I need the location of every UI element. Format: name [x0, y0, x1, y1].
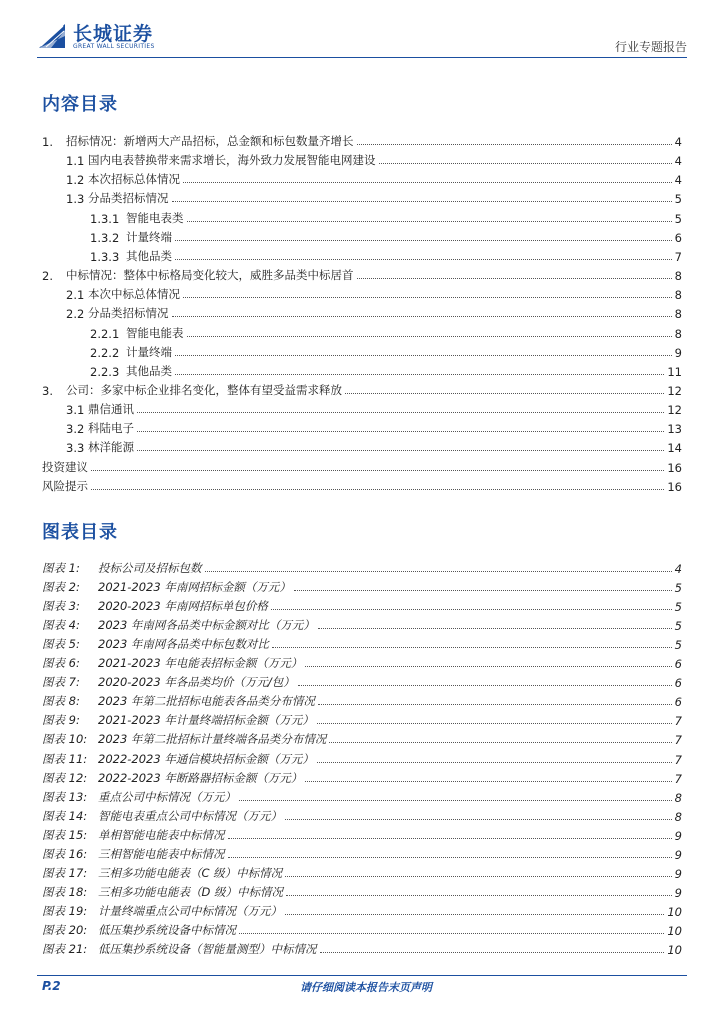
toc-entry-number: 2.2 [66, 307, 85, 322]
figure-entry-number: 图表 5: [42, 637, 80, 652]
figure-entry-number: 图表 14: [42, 808, 88, 823]
figure-entry-title: 低压集抄系统设备（智能量测型）中标情况 [98, 942, 317, 956]
figure-entry-title: 2020-2023 年各品类均价（万元/包） [98, 675, 295, 690]
figure-entry-title: 三相多功能电能表（C 级）中标情况 [98, 865, 283, 880]
dot-leader [305, 780, 671, 782]
toc-entry-page: 4 [674, 154, 682, 169]
footer-divider [37, 975, 687, 976]
figure-entry[interactable] [42, 920, 682, 938]
toc-entry-title: 其他品类 [126, 248, 172, 263]
dot-leader [317, 722, 672, 724]
toc-entry[interactable] [42, 188, 682, 206]
figure-entry-number: 图表 9: [42, 713, 80, 728]
dot-leader [228, 837, 672, 839]
figure-entry-number: 图表 2: [42, 580, 80, 595]
dot-leader [305, 665, 671, 667]
figure-entry-title: 2023 年第二批招标电能表各品类分布情况 [98, 694, 315, 709]
dot-leader [272, 646, 672, 648]
dot-leader [137, 449, 664, 451]
toc-entry-page: 12 [667, 403, 682, 418]
figure-entry-number: 图表 12: [42, 770, 88, 785]
toc-entry-page: 8 [674, 288, 682, 303]
toc-entry-title: 投资建议 [42, 459, 88, 474]
toc-entry-page: 14 [667, 441, 682, 456]
toc-entry[interactable] [42, 457, 682, 475]
dot-leader [91, 469, 664, 471]
dot-leader [239, 799, 672, 801]
toc-entry-title: 公司：多家中标企业排名变化，整体有望受益需求释放 [66, 382, 342, 397]
dot-leader [239, 932, 664, 934]
figure-entry[interactable] [42, 825, 682, 843]
dot-leader [91, 488, 664, 490]
figure-entry-number: 图表 11: [42, 751, 88, 766]
toc-entry-number: 3. [42, 383, 53, 398]
toc-entry[interactable] [42, 131, 682, 149]
toc-entry-title: 计量终端 [126, 344, 172, 359]
toc-entry-number: 1.3.2 [90, 230, 120, 245]
dot-leader [285, 913, 664, 915]
figure-entry-page: 9 [674, 847, 682, 862]
toc-entry-number: 1.3.1 [90, 211, 120, 226]
figure-entry-page: 8 [674, 790, 682, 805]
toc-entry[interactable] [42, 265, 682, 283]
figure-entry-page: 7 [674, 714, 682, 729]
figure-entry[interactable] [42, 634, 682, 652]
toc-entry-number: 3.3 [66, 441, 85, 456]
figure-entry-number: 图表 10: [42, 732, 88, 747]
dot-leader [345, 392, 664, 394]
figure-entry-page: 9 [674, 866, 682, 881]
toc-title: 内容目录 [42, 94, 118, 115]
figure-entry[interactable] [42, 768, 682, 786]
figure-entry-page: 8 [674, 809, 682, 824]
toc-entry-page: 12 [667, 383, 682, 398]
dot-leader [175, 258, 672, 260]
figure-entry[interactable] [42, 672, 682, 690]
toc-entry-title: 招标情况：新增两大产品招标，总金额和标包数量齐增长 [66, 134, 354, 148]
toc-entry[interactable] [42, 246, 682, 264]
dot-leader [175, 354, 672, 356]
dot-leader [379, 162, 672, 164]
dot-leader [286, 894, 672, 896]
toc-entry-page: 16 [667, 479, 682, 494]
toc-entry[interactable] [42, 437, 682, 455]
dot-leader [318, 703, 672, 705]
figure-entry-number: 图表 21: [42, 942, 88, 956]
figure-entry-page: 4 [674, 562, 682, 576]
figure-entry[interactable] [42, 729, 682, 747]
figure-entry-title: 2020-2023 年南网招标单包价格 [98, 599, 268, 614]
dot-leader [294, 589, 672, 591]
figure-entry-page: 5 [674, 619, 682, 634]
figure-entry[interactable] [42, 615, 682, 633]
figure-entry-page: 7 [674, 771, 682, 786]
dot-leader [285, 818, 672, 820]
toc-entry-title: 智能电能表 [126, 325, 184, 340]
dot-leader [285, 875, 671, 877]
toc-entry-page: 5 [674, 211, 682, 226]
page-header [37, 18, 687, 54]
figure-entry-number: 图表 3: [42, 599, 80, 614]
figure-entry-title: 2021-2023 年电能表招标金额（万元） [98, 656, 303, 671]
toc-entry-page: 13 [667, 422, 682, 437]
toc-entry-number: 2.2.2 [90, 345, 120, 360]
toc-entry-page: 9 [674, 345, 682, 360]
figure-entry[interactable] [42, 806, 682, 824]
figure-entry[interactable] [42, 787, 682, 805]
toc-entry-title: 智能电表类 [126, 210, 184, 225]
dot-leader [137, 411, 664, 413]
dot-leader [317, 761, 672, 763]
dot-leader [183, 181, 672, 183]
toc-entry[interactable] [42, 418, 682, 436]
toc-entry-page: 7 [674, 249, 682, 264]
dot-leader [271, 608, 672, 610]
dot-leader [298, 684, 672, 686]
header-divider [37, 57, 687, 58]
toc-entry-title: 科陆电子 [88, 421, 134, 436]
figure-entry-title: 计量终端重点公司中标情况（万元） [98, 903, 282, 918]
figure-entry-number: 图表 4: [42, 618, 80, 633]
figure-entry-number: 图表 6: [42, 656, 80, 671]
figure-entry[interactable] [42, 863, 682, 881]
figure-entry-page: 5 [674, 600, 682, 615]
figure-entry-title: 智能电表重点公司中标情况（万元） [98, 808, 282, 823]
toc-entry-number: 1.1 [66, 154, 85, 169]
dot-leader [228, 856, 672, 858]
toc-entry-title: 风险提示 [42, 478, 88, 493]
toc-entry[interactable] [42, 303, 682, 321]
figure-entry-title: 单相智能电能表中标情况 [98, 827, 225, 842]
toc-entry-title: 中标情况：整体中标格局变化较大，威胜多品类中标居首 [66, 268, 354, 283]
toc-entry-page: 4 [674, 135, 682, 149]
figure-entry-title: 低压集抄系统设备中标情况 [98, 922, 236, 937]
figure-entry-number: 图表 13: [42, 789, 88, 804]
figures-title: 图表目录 [42, 522, 118, 543]
figure-entry-number: 图表 16: [42, 846, 88, 861]
dot-leader [187, 220, 672, 222]
figure-entry-page: 6 [674, 695, 682, 710]
dot-leader [187, 335, 672, 337]
toc-entry-page: 5 [674, 192, 682, 207]
toc-entry-title: 计量终端 [126, 229, 172, 244]
figure-entry-title: 2022-2023 年通信模块招标金额（万元） [98, 751, 314, 766]
toc-entry-number: 1. [42, 135, 53, 149]
figure-entry-page: 9 [674, 828, 682, 843]
toc-entry-page: 8 [674, 326, 682, 341]
toc-entry-number: 3.1 [66, 403, 85, 418]
figure-entry-number: 图表 15: [42, 827, 88, 842]
figure-entry-number: 图表 19: [42, 903, 88, 918]
figure-entry-title: 三相智能电能表中标情况 [98, 846, 225, 861]
figure-entry-title: 2021-2023 年计量终端招标金额（万元） [98, 713, 314, 728]
toc-entry[interactable] [42, 208, 682, 226]
toc-entry[interactable] [42, 380, 682, 398]
figure-entry-title: 2021-2023 年南网招标金额（万元） [98, 580, 291, 595]
toc-entry[interactable] [42, 169, 682, 187]
figure-entry-page: 6 [674, 676, 682, 691]
figure-entry-number: 图表 17: [42, 865, 88, 880]
dot-leader [205, 570, 672, 572]
toc-entry-number: 2. [42, 269, 53, 284]
figure-entry[interactable] [42, 939, 682, 957]
toc-entry[interactable] [42, 150, 682, 168]
dot-leader [175, 373, 664, 375]
figure-entry-title: 2023 年南网各品类中标金额对比（万元） [98, 618, 315, 633]
toc-entry-title: 分品类招标情况 [88, 306, 169, 321]
figure-entry-page: 7 [674, 752, 682, 767]
dot-leader [183, 296, 672, 298]
figure-entry[interactable] [42, 749, 682, 767]
toc-entry-title: 其他品类 [126, 363, 172, 378]
figure-entry[interactable] [42, 577, 682, 595]
figure-entry[interactable] [42, 558, 682, 576]
toc-entry[interactable] [42, 361, 682, 379]
great-wall-logo-icon [37, 20, 67, 50]
toc-entry-title: 鼎信通讯 [88, 402, 134, 417]
dot-leader [329, 741, 671, 743]
figure-entry-page: 5 [674, 638, 682, 653]
toc-entry-title: 分品类招标情况 [88, 191, 169, 206]
toc-entry-title: 本次中标总体情况 [88, 287, 180, 302]
figure-entry-page: 10 [667, 943, 682, 957]
dot-leader [172, 200, 672, 202]
figure-entry[interactable] [42, 710, 682, 728]
toc-entry[interactable] [42, 476, 682, 494]
figure-entry-title: 2023 年南网各品类中标包数对比 [98, 637, 269, 652]
dot-leader [318, 627, 672, 629]
dot-leader [320, 951, 665, 953]
figure-entry[interactable] [42, 596, 682, 614]
dot-leader [357, 277, 672, 279]
dot-leader [175, 239, 672, 241]
figure-entry-page: 10 [667, 923, 682, 938]
toc-entry-page: 4 [674, 173, 682, 188]
dot-leader [137, 430, 664, 432]
dot-leader [172, 315, 672, 317]
figure-entry-page: 9 [674, 885, 682, 900]
figure-entry-title: 2023 年第二批招标计量终端各品类分布情况 [98, 732, 327, 747]
figure-entry[interactable] [42, 691, 682, 709]
toc-entry[interactable] [42, 323, 682, 341]
toc-entry[interactable] [42, 227, 682, 245]
toc-entry-page: 8 [674, 307, 682, 322]
toc-entry-number: 1.3.3 [90, 249, 120, 264]
toc-entry-page: 6 [674, 230, 682, 245]
page-number: P.2 [42, 979, 61, 993]
disclaimer-note: 请仔细阅读本报告末页声明 [300, 981, 432, 994]
toc-entry-title: 国内电表替换带来需求增长，海外致力发展智能电网建设 [88, 153, 376, 168]
toc-entry[interactable] [42, 284, 682, 302]
toc-entry-number: 1.2 [66, 173, 85, 188]
figure-entry[interactable] [42, 844, 682, 862]
toc-entry-title: 本次招标总体情况 [88, 172, 180, 187]
figure-entry-title: 投标公司及招标包数 [98, 561, 202, 575]
figure-entry-page: 6 [674, 657, 682, 672]
toc-entry-number: 2.2.1 [90, 326, 120, 341]
logo-text: 长城证券 [73, 23, 154, 45]
figure-entry-title: 2022-2023 年断路器招标金额（万元） [98, 770, 303, 785]
toc-entry-number: 2.2.3 [90, 364, 120, 379]
toc-entry-page: 11 [667, 364, 682, 379]
figure-entry-number: 图表 7: [42, 675, 80, 690]
figure-entry[interactable] [42, 653, 682, 671]
toc-entry-number: 2.1 [66, 288, 85, 303]
toc-entry[interactable] [42, 342, 682, 360]
document-type: 行业专题报告 [614, 40, 687, 54]
toc-entry-title: 林洋能源 [88, 440, 134, 455]
figure-entry[interactable] [42, 882, 682, 900]
figure-entry-page: 10 [667, 904, 682, 919]
logo-subtext: GREAT WALL SECURITIES [73, 43, 155, 50]
figure-entry-number: 图表 20: [42, 922, 88, 937]
figure-entry-number: 图表 18: [42, 884, 88, 899]
figure-entry-page: 5 [674, 581, 682, 596]
figure-entry-number: 图表 8: [42, 694, 80, 709]
figure-entry-title: 三相多功能电能表（D 级）中标情况 [98, 884, 284, 899]
figure-entry-page: 7 [674, 733, 682, 748]
toc-entry-page: 8 [674, 269, 682, 284]
toc-entry-number: 3.2 [66, 422, 85, 437]
toc-entry-page: 16 [667, 460, 682, 475]
figure-entry-title: 重点公司中标情况（万元） [98, 789, 236, 804]
toc-entry-number: 1.3 [66, 192, 85, 207]
figure-entry-number: 图表 1: [42, 561, 80, 575]
figure-entry[interactable] [42, 901, 682, 919]
toc-entry[interactable] [42, 399, 682, 417]
dot-leader [357, 143, 672, 145]
